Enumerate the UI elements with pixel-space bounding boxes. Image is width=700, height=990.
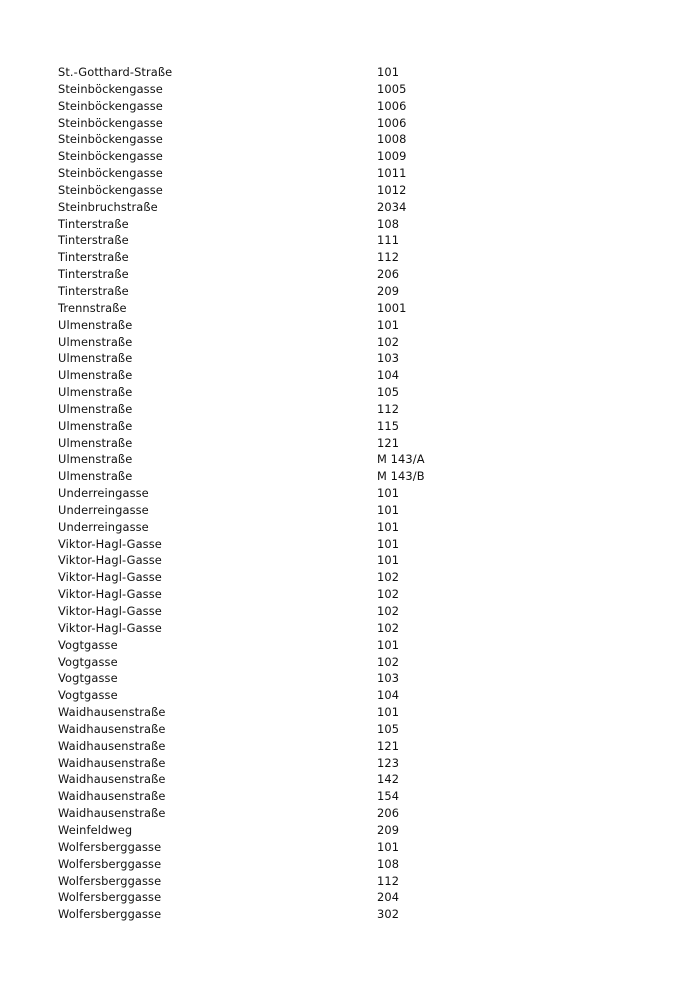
street-number: 103 (377, 671, 400, 686)
street-number: 112 (377, 250, 400, 265)
street-number: 104 (377, 368, 400, 383)
street-name: Waidhausenstraße (58, 705, 166, 720)
list-item (58, 115, 478, 132)
list-item (58, 889, 478, 906)
street-number: 204 (377, 890, 400, 905)
street-number: 2034 (377, 199, 407, 214)
street-name: Steinböckengasse (58, 115, 163, 130)
street-number: 302 (377, 907, 400, 922)
street-name: Weinfeldweg (58, 822, 133, 837)
street-number: 102 (377, 654, 400, 669)
list-item (58, 586, 478, 603)
street-name: Trennstraße (58, 300, 127, 315)
street-name: Tinterstraße (58, 250, 129, 265)
list-item (58, 788, 478, 805)
street-name: Ulmenstraße (58, 317, 133, 332)
street-number: 1008 (377, 132, 407, 147)
list-item (58, 738, 478, 755)
list-item (58, 182, 478, 199)
street-name: Ulmenstraße (58, 469, 133, 484)
list-item (58, 199, 478, 216)
street-name: Tinterstraße (58, 216, 129, 231)
list-item (58, 856, 478, 873)
street-number: 101 (377, 519, 400, 534)
street-name: Tinterstraße (58, 267, 129, 282)
street-name: Steinböckengasse (58, 149, 163, 164)
list-item (58, 906, 478, 923)
street-name: Wolfersberggasse (58, 890, 162, 905)
list-item (58, 334, 478, 351)
street-number: 101 (377, 637, 400, 652)
list-item (58, 266, 478, 283)
street-number: 102 (377, 620, 400, 635)
street-name: Vogtgasse (58, 688, 118, 703)
street-name: Vogtgasse (58, 637, 118, 652)
street-number: 101 (377, 705, 400, 720)
street-number: 101 (377, 839, 400, 854)
street-number: M 143/B (377, 469, 425, 484)
list-item (58, 654, 478, 671)
street-number: 121 (377, 738, 400, 753)
street-name: St.-Gotthard-Straße (58, 65, 173, 79)
street-number: 209 (377, 283, 400, 298)
list-item (58, 216, 478, 233)
list-item (58, 232, 478, 249)
list-item (58, 569, 478, 586)
street-number: 101 (377, 317, 400, 332)
street-number: 1009 (377, 149, 407, 164)
list-item (58, 552, 478, 569)
list-item (58, 148, 478, 165)
street-name: Waidhausenstraße (58, 721, 166, 736)
list-item (58, 721, 478, 738)
street-name: Steinbruchstraße (58, 199, 158, 214)
street-number: 1006 (377, 115, 407, 130)
list-item (58, 485, 478, 502)
street-number: 112 (377, 873, 400, 888)
list-item (58, 755, 478, 772)
street-number: 1006 (377, 98, 407, 113)
list-item (58, 839, 478, 856)
list-item (58, 435, 478, 452)
street-name: Steinböckengasse (58, 182, 163, 197)
street-number: 103 (377, 351, 400, 366)
street-number: 154 (377, 789, 400, 804)
street-number: 101 (377, 502, 400, 517)
street-name: Wolfersberggasse (58, 907, 162, 922)
street-number: 101 (377, 553, 400, 568)
street-name: Ulmenstraße (58, 435, 133, 450)
street-name: Steinböckengasse (58, 81, 163, 96)
street-number: 105 (377, 385, 400, 400)
street-number: 104 (377, 688, 400, 703)
street-name: Steinböckengasse (58, 98, 163, 113)
street-name: Underreingasse (58, 519, 149, 534)
list-item (58, 131, 478, 148)
street-name: Viktor-Hagl-Gasse (58, 587, 162, 602)
street-name: Ulmenstraße (58, 351, 133, 366)
street-name: Wolfersberggasse (58, 856, 162, 871)
list-item (58, 468, 478, 485)
street-name: Tinterstraße (58, 233, 129, 248)
street-name: Waidhausenstraße (58, 755, 166, 770)
street-number: 142 (377, 772, 400, 787)
street-name: Ulmenstraße (58, 401, 133, 416)
street-name: Waidhausenstraße (58, 806, 166, 821)
list-item (58, 367, 478, 384)
street-name: Underreingasse (58, 486, 149, 501)
street-number: 102 (377, 334, 400, 349)
street-number: 102 (377, 570, 400, 585)
street-number: 209 (377, 822, 400, 837)
street-number: 111 (377, 233, 400, 248)
list-item (58, 283, 478, 300)
street-number: 108 (377, 856, 400, 871)
list-item (58, 418, 478, 435)
street-number: 101 (377, 486, 400, 501)
street-name: Viktor-Hagl-Gasse (58, 536, 162, 551)
list-item (58, 384, 478, 401)
list-item (58, 603, 478, 620)
list-item (58, 81, 478, 98)
list-item (58, 536, 478, 553)
list-item (58, 519, 478, 536)
list-item (58, 873, 478, 890)
list-item (58, 771, 478, 788)
street-name: Ulmenstraße (58, 334, 133, 349)
street-number: 101 (377, 65, 400, 79)
list-item (58, 822, 478, 839)
street-name: Ulmenstraße (58, 418, 133, 433)
street-name: Waidhausenstraße (58, 772, 166, 787)
street-name: Viktor-Hagl-Gasse (58, 553, 162, 568)
list-item (58, 805, 478, 822)
street-name: Vogtgasse (58, 671, 118, 686)
list-item (58, 64, 478, 81)
street-number: 105 (377, 721, 400, 736)
street-name: Wolfersberggasse (58, 873, 162, 888)
street-number: 121 (377, 435, 400, 450)
street-number: M 143/A (377, 452, 425, 467)
street-name: Ulmenstraße (58, 368, 133, 383)
street-number: 102 (377, 587, 400, 602)
street-number: 206 (377, 806, 400, 821)
street-number: 206 (377, 267, 400, 282)
street-address-list (58, 64, 478, 923)
list-item (58, 637, 478, 654)
street-number: 102 (377, 604, 400, 618)
street-number: 101 (377, 536, 400, 551)
street-name: Ulmenstraße (58, 385, 133, 400)
list-item (58, 620, 478, 637)
street-number: 108 (377, 216, 400, 231)
street-name: Wolfersberggasse (58, 839, 162, 854)
street-name: Steinböckengasse (58, 132, 163, 147)
list-item (58, 249, 478, 266)
list-item (58, 704, 478, 721)
street-number: 1001 (377, 300, 407, 315)
list-item (58, 670, 478, 687)
list-item (58, 687, 478, 704)
street-name: Ulmenstraße (58, 452, 133, 467)
street-name: Tinterstraße (58, 283, 129, 298)
street-number: 115 (377, 418, 400, 433)
street-name: Viktor-Hagl-Gasse (58, 604, 162, 618)
street-number: 1012 (377, 182, 407, 197)
list-item (58, 165, 478, 182)
list-item (58, 300, 478, 317)
street-number: 123 (377, 755, 400, 770)
street-name: Viktor-Hagl-Gasse (58, 620, 162, 635)
street-name: Steinböckengasse (58, 166, 163, 181)
street-number: 1011 (377, 166, 407, 181)
street-number: 1005 (377, 81, 407, 96)
list-item (58, 451, 478, 468)
street-name: Waidhausenstraße (58, 789, 166, 804)
street-number: 112 (377, 401, 400, 416)
list-item (58, 401, 478, 418)
list-item (58, 317, 478, 334)
list-item (58, 502, 478, 519)
street-name: Vogtgasse (58, 654, 118, 669)
list-item (58, 98, 478, 115)
street-name: Waidhausenstraße (58, 738, 166, 753)
list-item (58, 350, 478, 367)
street-name: Viktor-Hagl-Gasse (58, 570, 162, 585)
street-name: Underreingasse (58, 502, 149, 517)
